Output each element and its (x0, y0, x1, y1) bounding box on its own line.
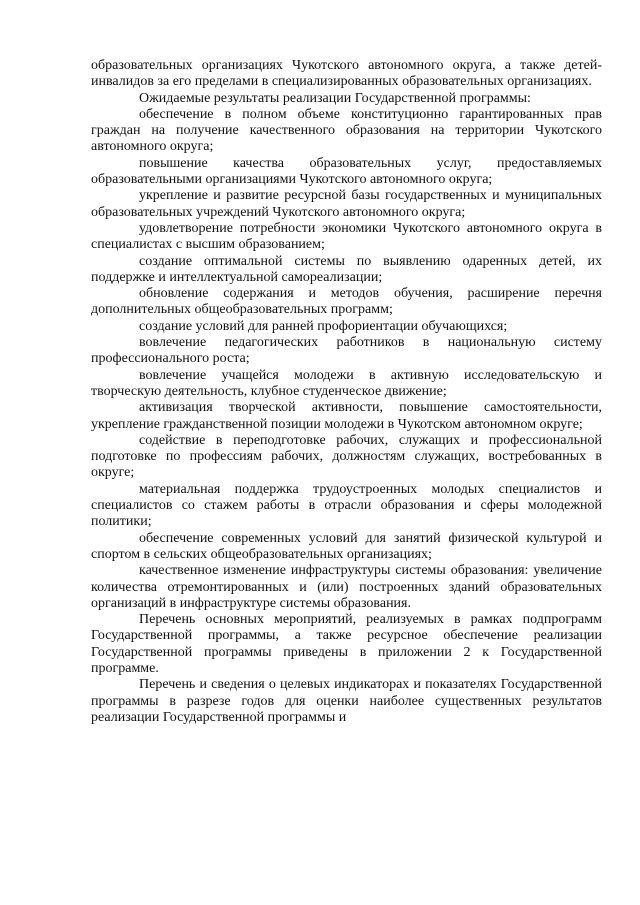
list-item: качественное изменение инфраструктуры системы образования: увеличение количества отремонтированных и (или) построенных зданий образовательных организаций в инфраструктуре системы образования. (91, 563, 602, 611)
list-item: повышение качества образовательных услуг, предоставляемых образовательными организациями Чукотского автономного округа; (91, 155, 602, 188)
list-item: вовлечение педагогических работников в национальную систему профессионального роста; (91, 335, 602, 367)
list-item: создание условий для ранней профориентации обучающихся; (139, 318, 508, 334)
list-item: удовлетворение потребности экономики Чукотского автономного округа в специалистах с высшим образованием; (91, 220, 602, 253)
list-item: активизация творческой активности, повышение самостоятельности, укрепление гражданственной позиции молодежи в Чукотском автономном округе; (91, 400, 602, 432)
list-item: материальная поддержка трудоустроенных молодых специалистов и специалистов со стажем работы в отрасли образования и сферы молодежной политики; (91, 481, 602, 530)
list-item: обновление содержания и методов обучения, расширение перечня дополнительных общеобразовательных программ; (91, 286, 602, 318)
list-item: обеспечение в полном объеме конституционно гарантированных прав граждан на получение качественного образования на территории Чукотского автономного округа; (91, 106, 602, 155)
list-item: обеспечение современных условий для занятий физической культурой и спортом в сельских общеобразовательных организациях; (91, 530, 602, 562)
document-page (91, 58, 602, 726)
paragraph-indicators: Перечень и сведения о целевых индикаторах и показателях Государственной программы в разрезе годов для оценки наиболее существенных результатов реализации Государственной программы и (91, 677, 602, 725)
list-item: вовлечение учащейся молодежи в активную исследовательскую и творческую деятельность, клубное студенческое движение; (91, 367, 602, 399)
list-item: создание оптимальной системы по выявлению одаренных детей, их поддержке и интеллектуальной самореализации; (91, 253, 602, 285)
list-item: укрепление и развитие ресурсной базы государственных и муниципальных образовательных учреждений Чукотского автономного округа; (91, 188, 602, 220)
list-item: содействие в переподготовке рабочих, служащих и профессиональной подготовке по профессиям рабочих, должностям служащих, востребованных в округе; (91, 432, 602, 481)
paragraph-activities-list: Перечень основных мероприятий, реализуемых в рамках подпрограмм Государственной программы, а также ресурсное обеспечение реализации Государственной программы приведены в приложении 2 к Государственной программе. (91, 612, 602, 676)
paragraph-expected-results-heading: Ожидаемые результаты реализации Государственной программы: (139, 90, 531, 106)
paragraph-continuation: образовательных организациях Чукотского автономного округа, а также детей-инвалидов за его пределами в специализированных образовательных организациях. (91, 58, 602, 90)
